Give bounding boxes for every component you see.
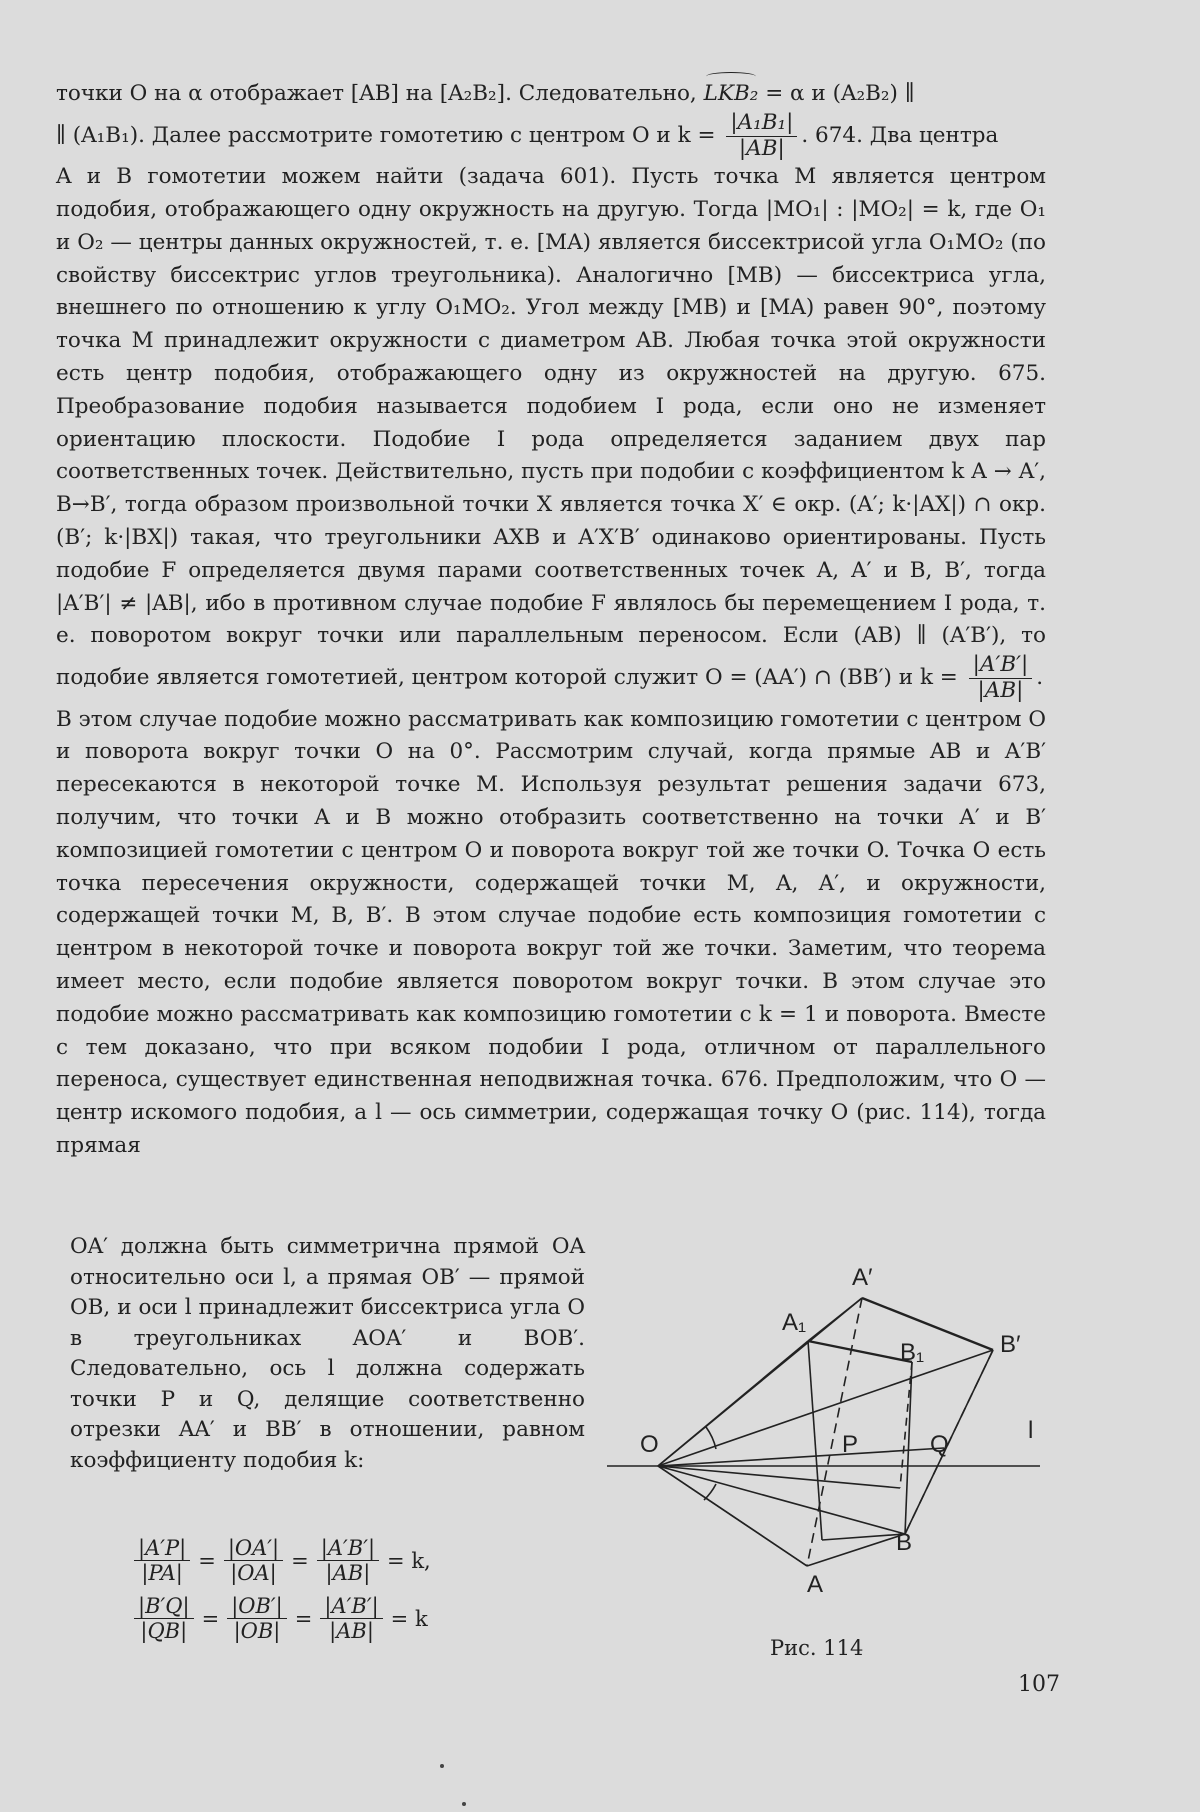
- label-o: O: [640, 1431, 659, 1458]
- fraction-denominator: |AB|: [320, 1619, 382, 1643]
- fraction-numerator: |A′B′|: [317, 1536, 379, 1561]
- fraction-numerator: |A′B′|: [969, 653, 1033, 679]
- formula-1-frac-c: [317, 1536, 379, 1585]
- fraction-denominator: |OB|: [227, 1619, 287, 1643]
- main-text: [56, 78, 1046, 1163]
- paragraph-676: В этом случае подобие можно рассматривать как композицию гомотетии с центром O и поворота вокруг точки O на 0°. Рассмотрим случай, когда прямые AB и A′B′ пересекаются в некоторой точке M. Используя результат решения задачи 673, получим, что точки A и B можно отобразить соответственно на точки A′ и B′ композицией гомотетии с центром O и поворота вокруг той же точки O. Точка O есть точка пересечения окружности, содержащей точки M, A, A′, и окружности, содержащей точки M, B, B′. В этом случае подобие есть композиция гомотетии с центром в некоторой точке и поворота вокруг той же точки. Заметим, что теорема имеет место, если подобие является поворотом вокруг точки. В этом случае это подобие можно рассматривать как композицию гомотетии с k = 1 и поворота. Вместе с тем доказано, что при всяком подобии I рода, отличном от параллельного переноса, существует единственная неподвижная точка. 676. Предположим, что O — центр искомого подобия, a l — ось симметрии, содержащая точку O (рис. 114), тогда прямая: [56, 704, 1046, 1163]
- speck: [440, 1764, 444, 1768]
- fraction-numerator: |OB′|: [227, 1594, 287, 1619]
- figure-114-labels: [605, 1255, 1045, 1630]
- line-2: [56, 111, 1046, 161]
- fraction-homothety-k: [969, 653, 1033, 703]
- fraction-denominator: |AB|: [317, 1561, 379, 1585]
- line-2-start: ∥ (A₁B₁). Далее рассмотрите гомотетию с центром O и k =: [56, 123, 715, 148]
- angle-hat: LKB₂: [704, 78, 759, 111]
- label-b1: B₁: [900, 1339, 924, 1366]
- label-l: l: [1028, 1417, 1033, 1444]
- equals-sign: =: [198, 1549, 216, 1573]
- label-b-prime: B′: [1000, 1331, 1021, 1358]
- equals-sign: =: [291, 1549, 309, 1573]
- page-number: 107: [1018, 1672, 1060, 1697]
- fraction-denominator: |OA|: [224, 1561, 283, 1585]
- line-2-end: . 674. Два центра: [801, 123, 998, 148]
- label-a-prime: A′: [852, 1264, 873, 1291]
- fraction-numerator: |A₁B₁|: [726, 111, 797, 137]
- equals-sign: =: [202, 1607, 220, 1631]
- speck: [462, 1802, 466, 1806]
- formula-1-frac-b: [224, 1536, 283, 1585]
- fraction-denominator: |QB|: [134, 1619, 194, 1643]
- formula-1-frac-a: [134, 1536, 190, 1585]
- figure-caption: Рис. 114: [770, 1636, 863, 1660]
- label-a1: A₁: [782, 1309, 806, 1336]
- paragraph-674-675: [56, 161, 1046, 703]
- left-column-text: [70, 1232, 585, 1476]
- fraction-a1b1-ab: [726, 111, 797, 161]
- fraction-numerator: |A′P|: [134, 1536, 190, 1561]
- paragraph-674-text: A и B гомотетии можем найти (задача 601). Пусть точка M является центром подобия, отображающего одну окружность на другую. Тогда |MO₁| : |MO₂| = k, где O₁ и O₂ — центры данных окружностей, т. е. [MA) является биссектрисой угла O₁MO₂ (по свойству биссектрис углов треугольника). Аналогично [MB) — биссектриса угла, внешнего по отношению к углу O₁MO₂. Угол между [MB) и [MA) равен 90°, поэтому точка M принадлежит окружности с диаметром AB. Любая точка этой окружности есть центр подобия, отображающего одну из окружностей на другую. 675. Преобразование подобия называется подобием I рода, если оно не изменяет ориентацию плоскости. Подобие I рода определяется заданием двух пар соответственных точек. Действительно, пусть при подобии с коэффициентом k A → A′, B→B′, тогда образом произвольной точки X является точка X′ ∈ окр. (A′; k·|AX|) ∩ окр. (B′; k·|BX|) такая, что треугольники AXB и A′X′B′ одинаково ориентированы. Пусть подобие F определяется двумя парами соответственных точек A, A′ и B, B′, тогда |A′B′| ≠ |AB|, ибо в противном случае подобие F являлось бы перемещением I рода, т. е. поворотом вокруг точки или параллельным переносом. Если (AB) ∥ (A′B′), то подобие является гомотетией, центром которой служит O = (AA′) ∩ (BB′) и k =: [56, 164, 1046, 690]
- line-1: [56, 78, 1046, 111]
- line-1-end: = α и (A₂B₂) ∥: [758, 81, 914, 106]
- formula-tail: = k,: [387, 1549, 431, 1573]
- fraction-denominator: |AB|: [969, 679, 1033, 704]
- formula-2-frac-a: [134, 1594, 194, 1643]
- fraction-numerator: |A′B′|: [320, 1594, 382, 1619]
- label-a: A: [807, 1571, 823, 1598]
- label-q: Q: [930, 1431, 949, 1458]
- paragraph-end: .: [1036, 665, 1043, 690]
- fraction-denominator: |AB|: [726, 137, 797, 162]
- label-p: P: [842, 1431, 858, 1458]
- book-page: [0, 0, 1200, 1812]
- formula-2: [132, 1594, 552, 1643]
- equals-sign: =: [295, 1607, 313, 1631]
- formula-tail: = k: [391, 1607, 428, 1631]
- paragraph-676-cont: OA′ должна быть симметрична прямой OA относительно оси l, а прямая OB′ — прямой OB, и оси l принадлежит биссектриса угла O в треугольниках AOA′ и BOB′. Следовательно, ось l должна содержать точки P и Q, делящие соответственно отрезки AA′ и BB′ в отношении, равном коэффициенту подобия k:: [70, 1232, 585, 1476]
- line-1-start: точки O на α отображает [AB] на [A₂B₂]. Следовательно,: [56, 81, 697, 106]
- fraction-numerator: |B′Q|: [134, 1594, 194, 1619]
- label-b: B: [896, 1529, 912, 1556]
- formula-1: [132, 1536, 552, 1585]
- formula-2-frac-b: [227, 1594, 287, 1643]
- formula-2-frac-c: [320, 1594, 382, 1643]
- fraction-denominator: |PA|: [134, 1561, 190, 1585]
- fraction-numerator: |OA′|: [224, 1536, 283, 1561]
